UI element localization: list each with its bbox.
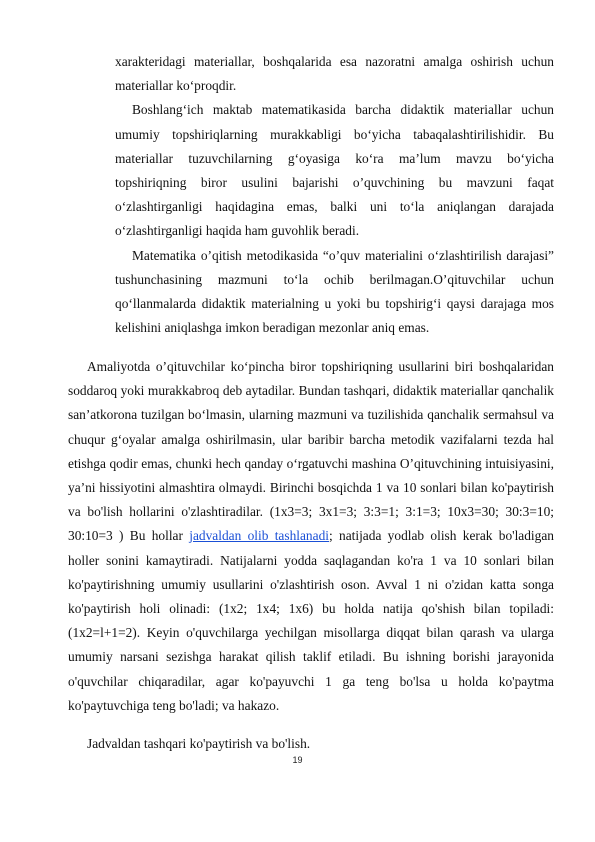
page-number: 19 — [292, 755, 303, 765]
section-heading-line: Jadvaldan tashqari ko'paytirish va bo'lish. — [87, 736, 311, 751]
paragraph-practice — [68, 355, 554, 718]
paragraph-didactic-materials: Boshlang‘ich maktab matematikasida barcha didaktik materiallar uchun umumiy topshiriqlarning murakkabligi bo‘yicha tabaqalashtirilishidir. Bu materiallar tuzuvchilarning g‘oyasiga ko‘ra ma’lum mavzu bo‘yicha topshiriqning biror usulini bajarishi o’quvchining bu mavzuni faqat o‘zlashtirganligi haqidagina emas, balki uni to‘la aniqlangan darajada o‘zlashtirganligi haqida ham guvohlik beradi. — [115, 102, 554, 239]
paragraph-mastery-level: Matematika o’qitish metodikasida “o’quv materialini o‘zlashtirilish darajasi” tushunchasining mazmuni to‘la ochib berilmagan.O’qituvchilar uchun qo‘llanmalarda didaktik materialning u yoki bu topshirig‘i qaysi darajaga mos kelishini aniqlashga imkon beradigan mezonlar aniq emas. — [115, 247, 554, 336]
jadvaldan-link[interactable]: jadvaldan olib tashlanadi — [189, 528, 329, 544]
paragraph-continuation: xarakteridagi materiallar, boshqalarida esa nazoratni amalga oshirish uchun materiallar ko‘proqdir. — [115, 54, 554, 94]
paragraph-practice-text-cont: ; natijada yodlab olish kerak bo'ladigan holler sonini kamaytiradi. Natijalarni yodda saqlagandan ko'ra 1 va 10 sonlari bilan ko'paytirishning umumiy usullarini o'zlashtirish oson. Avval 1 ni o'zidan katta songa ko'paytirish holi olinadi: (1x2; 1x4; 1x6) bu holda natija qo'shish bilan topiladi: (1x2=l+1=2). Keyin o'quvchilarga yechilgan misollarga diqqat bilan qarash va ularga umumiy narsani sezishga harakat qilish taklif etiladi. Bu ishning borishi jarayonida o'quvchilar chiqaradilar, agar ko'payuvchi 1 ga teng bo'lsa u holda ko'paytma ko'paytuvchiga teng bo'ladi; va hakazo. — [68, 528, 554, 713]
paragraph-practice-text: Amaliyotda o’qituvchilar ko‘pincha biror topshiriqning usullarini biri boshqalaridan soddaroq yoki murakkabroq deb aytadilar. Bundan tashqari, didaktik materiallar qanchalik san’atkorona tuzilgan bo‘lmasin, ularning mazmuni va tuzilishida qanchalik sermahsul va chuqur g‘oyalar amalga oshirilmasin, ular baribir barcha metodik vazifalarni tezda hal etishga qodir emas, chunki hech qanday o‘rgatuvchi mashina O’qituvchining intuisiyasini, ya’ni hissiyotini almashtira olmaydi. Birinchi bosqichda 1 va 10 sonlari bilan ko'paytirish va bo'lish hollarini o'zlashtiradilar. (1x3=3; 3x1=3; 3:3=1; 3:1=3; 10x3=30; 30:3=10; 30:10=3 ) Bu hollar — [68, 359, 554, 544]
main-section — [68, 355, 554, 718]
indented-section — [115, 50, 554, 340]
